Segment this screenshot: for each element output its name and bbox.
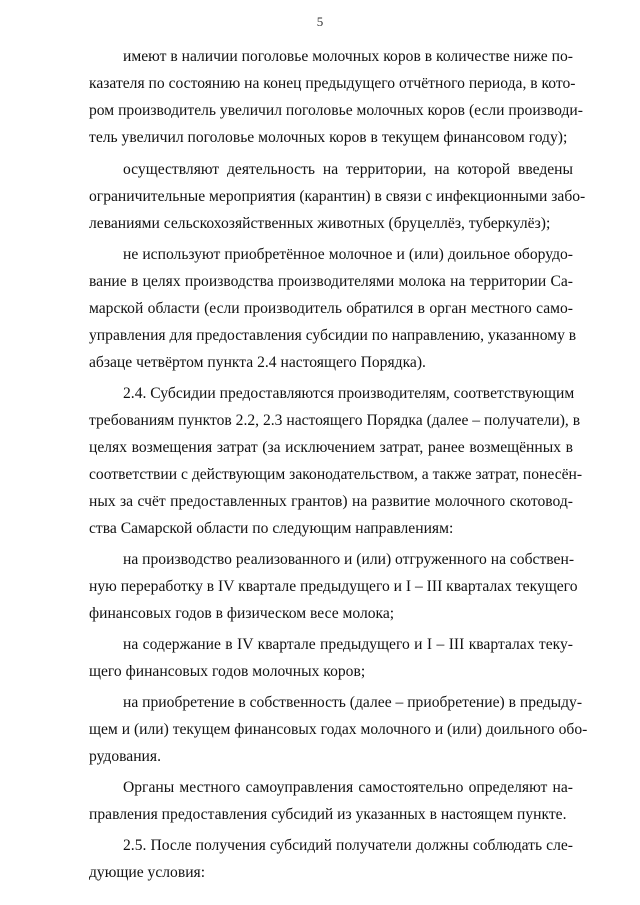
text-line: ограничительные мероприятия (карантин) в связи с инфекционными забо- (89, 188, 586, 205)
text-line: на приобретение в собственность (далее – приобретение) в предыду- (123, 694, 583, 711)
text-line: щем и (или) текущем финансовых годах молочного и (или) доильного обо- (89, 721, 588, 738)
text-line: ную переработку в IV квартале предыдущего и I – III кварталах текущего (89, 578, 578, 595)
text-line: Органы местного самоуправления самостоятельно определяют на- (123, 779, 573, 796)
text-line: управления для предоставления субсидии по направлению, указанному в (89, 327, 577, 344)
text-line: на содержание в IV квартале предыдущего и I – III кварталах теку- (123, 636, 573, 653)
text-line: ства Самарской области по следующим направлениям: (89, 520, 454, 537)
text-line: целях возмещения затрат (за исключением затрат, ранее возмещённых в (89, 439, 573, 456)
text-line: дующие условия: (89, 864, 206, 881)
text-line: имеют в наличии поголовье молочных коров в количестве ниже по- (123, 48, 573, 65)
text-line: осуществляют деятельность на территории, на которой введены (123, 161, 573, 178)
text-line: правления предоставления субсидий из указанных в настоящем пункте. (89, 806, 567, 823)
text-line: соответствии с действующим законодательством, а также затрат, понесён- (89, 466, 583, 483)
text-line: ных за счёт предоставленных грантов) на развитие молочного скотовод- (89, 493, 573, 510)
text-line: вание в целях производства производителями молока на территории Са- (89, 273, 573, 290)
text-line: щего финансовых годов молочных коров; (89, 663, 366, 680)
text-line: марской области (если производитель обратился в орган местного само- (89, 300, 573, 317)
text-line: абзаце четвёртом пункта 2.4 настоящего Порядка). (89, 354, 426, 371)
text-line: тель увеличил поголовье молочных коров в текущем финансовом году); (89, 129, 568, 146)
text-line: не используют приобретённое молочное и (или) доильное оборудо- (123, 246, 573, 263)
text-line: рудования. (89, 748, 161, 765)
text-line: 2.4. Субсидии предоставляются производителям, соответствующим (123, 385, 575, 402)
text-line: требованиям пунктов 2.2, 2.3 настоящего Порядка (далее – получатели), в (89, 412, 581, 429)
page-number: 5 (316, 14, 324, 29)
text-line: 2.5. После получения субсидий получатели должны соблюдать сле- (123, 837, 573, 854)
text-line: ром производитель увеличил поголовье молочных коров (если производи- (89, 102, 583, 119)
text-line: леваниями сельскохозяйственных животных (бруцеллёз, туберкулёз); (89, 215, 551, 232)
text-line: казателя по состоянию на конец предыдущего отчётного периода, в кото- (89, 75, 576, 92)
text-line: на производство реализованного и (или) отгруженного на собствен- (123, 551, 575, 568)
text-line: финансовых годов в физическом весе молока; (89, 605, 395, 622)
